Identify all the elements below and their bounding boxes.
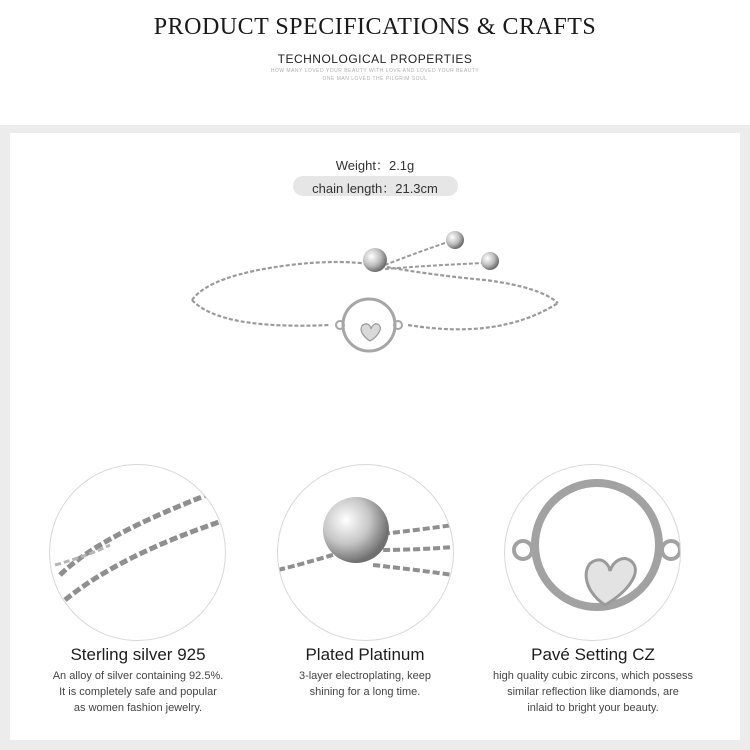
slider-bead-icon — [278, 465, 453, 640]
heart-charm-icon — [505, 465, 680, 640]
feature-desc-platinum: 3-layer electroplating, keep shining for a long time. — [298, 670, 432, 698]
feature-image-cz — [505, 465, 680, 640]
feature-image-silver — [50, 465, 225, 640]
feature-title-silver: Sterling silver 925 — [70, 645, 206, 664]
feature-title-cz: Pavé Setting CZ — [531, 645, 655, 664]
feature-desc-cz: high quality cubic zircons, which possess similar reflection like diamonds, are inlaid to bright your beauty. — [493, 670, 693, 714]
bracelet-image — [180, 225, 580, 365]
header — [0, 0, 750, 125]
tagline-line-1: HOW MANY LOVED YOUR BEAUTY WITH LOVE AND LOVED YOUR BEAUTY — [270, 68, 480, 74]
chain-closeup-icon — [50, 465, 225, 640]
feature-image-platinum — [278, 465, 453, 640]
feature-desc-silver: An alloy of silver containing 92.5%. It is completely safe and popular as women fashion jewelry. — [52, 670, 224, 714]
tagline-line-2: ONE MAN LOVED THE PILGRIM SOUL — [322, 76, 428, 82]
page-title: PRODUCT SPECIFICATIONS & CRAFTS — [153, 14, 597, 40]
weight-spec: Weight：2.1g — [335, 158, 415, 173]
page-subtitle: TECHNOLOGICAL PROPERTIES — [277, 52, 473, 66]
chain-length-spec: chain length：21.3cm — [312, 181, 438, 196]
feature-title-platinum: Plated Platinum — [305, 645, 425, 664]
